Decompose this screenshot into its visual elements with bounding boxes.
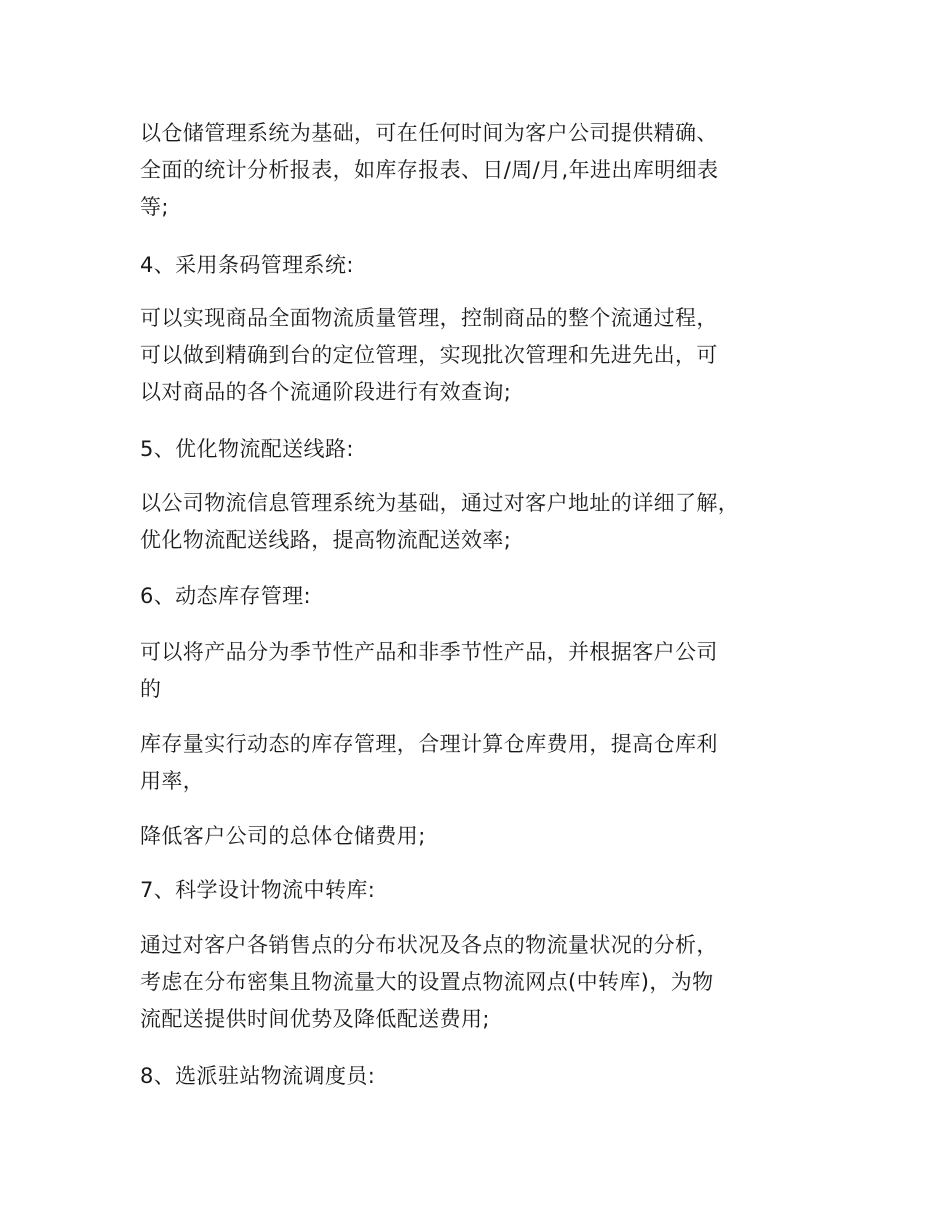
heading-text: 6、动态库存管理: [140,584,312,608]
text-line: 的 [140,677,162,701]
text-line: 全面的统计分析报表，如库存报表、日/周/月,年进出库明细表 [140,158,719,182]
paragraph-transit [140,927,830,1038]
paragraph-intro [140,115,830,226]
paragraph-barcode [140,300,830,411]
heading-8 [140,1058,830,1095]
heading-text: 7、科学设计物流中转库: [140,878,376,902]
paragraph-route [140,485,830,559]
paragraph-inventory-2 [140,726,830,800]
text-line: 优化物流配送线路，提高物流配送效率; [140,528,512,552]
heading-5 [140,431,830,468]
text-line: 以公司物流信息管理系统为基础，通过对客户地址的详细了解， [140,491,740,515]
text-line: 库存量实行动态的库存管理，合理计算仓库费用，提高仓库利 [140,732,718,756]
heading-text: 8、选派驻站物流调度员: [140,1064,376,1088]
text-line: 用率， [140,769,205,793]
text-line: 等; [140,195,169,219]
text-line: 通过对客户各销售点的分布状况及各点的物流量状况的分析， [140,933,718,957]
heading-4 [140,247,830,284]
text-line: 流配送提供时间优势及降低配送费用; [140,1007,490,1031]
paragraph-inventory-3 [140,818,830,855]
text-line: 可以实现商品全面物流质量管理，控制商品的整个流通过程， [140,306,718,330]
heading-6 [140,578,830,615]
text-line: 可以将产品分为季节性产品和非季节性产品，并根据客户公司 [140,640,718,664]
heading-7 [140,872,830,909]
text-line: 以对商品的各个流通阶段进行有效查询; [140,380,512,404]
text-line: 可以做到精确到台的定位管理，实现批次管理和先进先出，可 [140,343,718,367]
heading-text: 4、采用条码管理系统: [140,253,354,277]
text-line: 以仓储管理系统为基础，可在任何时间为客户公司提供精确、 [140,121,718,145]
heading-text: 5、优化物流配送线路: [140,437,354,461]
text-line: 降低客户公司的总体仓储费用; [140,824,426,848]
text-line: 考虑在分布密集且物流量大的设置点物流网点(中转库)，为物 [140,970,714,994]
paragraph-inventory-1 [140,634,830,708]
